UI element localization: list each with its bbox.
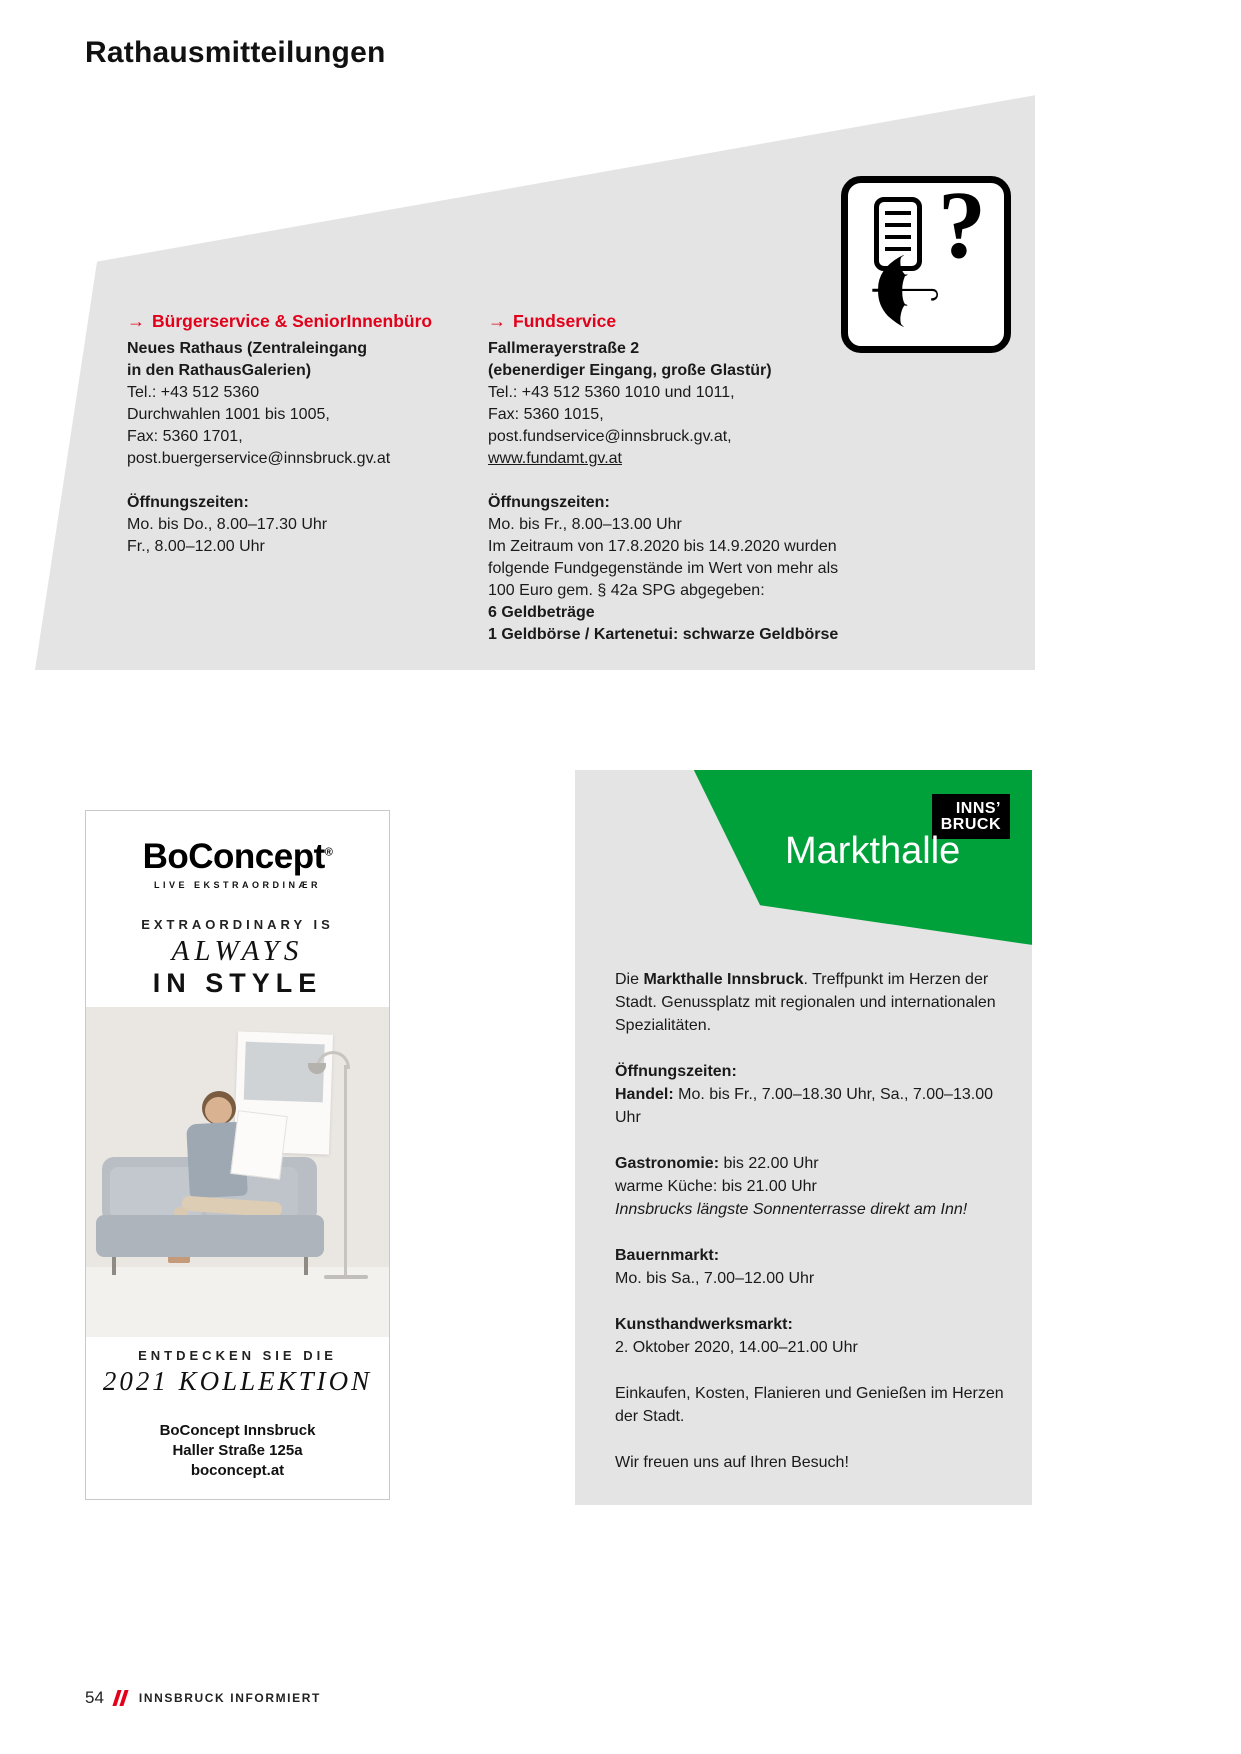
innsbruck-brand-line: INNS’ <box>955 800 1001 817</box>
sofa-leg <box>304 1257 308 1275</box>
gastronomie-paragraph <box>615 1152 1020 1221</box>
sofa-seat <box>96 1215 324 1257</box>
question-mark-icon: ? <box>938 171 986 278</box>
ad-address-block <box>86 1421 389 1481</box>
phone-line: Tel.: +43 512 5360 <box>127 384 260 401</box>
advertisement-boconcept <box>85 810 390 1500</box>
phone-screen-line <box>885 211 911 215</box>
notice-fundservice <box>488 310 848 646</box>
person-held-card <box>230 1110 287 1180</box>
gastro-label: Gastronomie: <box>615 1155 720 1172</box>
phone-line: Tel.: +43 512 5360 1010 und 1011, <box>488 384 735 401</box>
found-note-line: 100 Euro gem. § 42a SPG abgegeben: <box>488 582 765 599</box>
spacer <box>488 470 848 492</box>
intro-paragraph <box>615 968 1020 1037</box>
email-line: post.fundservice@innsbruck.gv.at, <box>488 428 732 445</box>
bauernmarkt-label: Bauernmarkt: <box>615 1247 720 1264</box>
spacer <box>127 470 487 492</box>
markthalle-text <box>615 968 1020 1497</box>
address-line: in den RathausGalerien) <box>127 362 312 379</box>
ad-headline-line: EXTRAORDINARY IS <box>141 917 334 932</box>
ad-headline-line: IN STYLE <box>152 968 323 998</box>
ad-cta-line: 2021 KOLLEKTION <box>102 1366 373 1396</box>
found-note-line: folgende Fundgegenstände im Wert von mehr als <box>488 560 839 577</box>
hours-line: Mo. bis Do., 8.00–17.30 Uhr <box>127 516 328 533</box>
intro-text: . Treffpunkt im Herzen der Stadt. Genussplatz mit regionalen und internationalen Spezialitäten. <box>615 971 996 1034</box>
boconcept-logo-text: BoConcept <box>142 837 325 876</box>
hours-label: Öffnungszeiten: <box>488 494 610 511</box>
phone-screen-line <box>885 223 911 227</box>
arrow-right-icon: → <box>488 311 506 331</box>
hours-label: Öffnungszeiten: <box>127 494 249 511</box>
registered-mark: ® <box>324 846 333 859</box>
sofa-leg <box>112 1257 116 1275</box>
notice-title: Bürgerservice & SeniorInnenbüro <box>152 311 433 331</box>
notice-heading <box>127 310 487 332</box>
address-line: Fallmerayerstraße 2 <box>488 340 640 357</box>
boconcept-logo <box>86 837 389 877</box>
handel-line <box>615 1083 1020 1129</box>
page-number: 54 <box>85 1688 104 1707</box>
umbrella-icon: ☂ <box>858 250 958 332</box>
ad-tagline: LIVE EKSTRAORDINÆR <box>153 880 321 890</box>
arrow-right-icon: → <box>127 311 145 331</box>
page-title: Rathausmitteilungen <box>85 36 386 69</box>
handel-label: Handel: <box>615 1086 674 1103</box>
found-note-line: Im Zeitraum von 17.8.2020 bis 14.9.2020 wurden <box>488 538 837 555</box>
ad-photo <box>86 1007 389 1337</box>
hours-paragraph <box>615 1060 1020 1129</box>
magazine-slash-icon <box>114 1690 129 1706</box>
address-line: (ebenerdiger Eingang, große Glastür) <box>488 362 772 379</box>
fax-line: Fax: 5360 1701, <box>127 428 243 445</box>
advertisement-markthalle <box>575 770 1032 1505</box>
magazine-name: INNSBRUCK INFORMIERT <box>138 1691 321 1705</box>
found-item-line: 6 Geldbeträge <box>488 604 595 621</box>
hours-line: Fr., 8.00–12.00 Uhr <box>127 538 265 555</box>
website-link[interactable]: www.fundamt.gv.at <box>488 450 622 467</box>
page-footer <box>85 1688 321 1708</box>
innsbruck-brand-line: BRUCK <box>940 816 1001 833</box>
notice-heading <box>488 310 848 332</box>
address-line: Neues Rathaus (Zentraleingang <box>127 340 368 357</box>
floor-lamp-base <box>324 1275 368 1279</box>
ad-headline-line: ALWAYS <box>171 935 304 967</box>
markthalle-title: Markthalle <box>785 830 961 872</box>
closing-paragraph: Wir freuen uns auf Ihren Besuch! <box>615 1454 849 1471</box>
handel-value: Mo. bis Fr., 7.00–18.30 Uhr, Sa., 7.00–13.00 Uhr <box>615 1086 993 1126</box>
kunsthandwerk-label: Kunsthandwerksmarkt: <box>615 1316 793 1333</box>
person-head <box>205 1097 232 1124</box>
intro-text: Die <box>615 971 644 988</box>
notice-buergerservice <box>127 310 487 558</box>
intro-bold-text: Markthalle Innsbruck <box>643 971 804 988</box>
ad-store-name: BoConcept Innsbruck <box>159 1422 316 1439</box>
floor-lamp-pole <box>344 1065 347 1277</box>
phone-screen-line <box>885 235 911 239</box>
bauernmarkt-paragraph <box>615 1244 1020 1290</box>
kunsthandwerk-value: 2. Oktober 2020, 14.00–21.00 Uhr <box>615 1339 858 1356</box>
lost-and-found-icon <box>841 171 1011 353</box>
hours-label: Öffnungszeiten: <box>615 1063 737 1080</box>
ad-website-link[interactable]: boconcept.at <box>190 1462 285 1479</box>
found-item-line: 1 Geldbörse / Kartenetui: schwarze Geldbörse <box>488 626 839 643</box>
kunsthandwerk-paragraph <box>615 1313 1020 1359</box>
email-line: post.buergerservice@innsbruck.gv.at <box>127 450 391 467</box>
gastro-value: bis 22.00 Uhr <box>719 1155 819 1172</box>
gastro-line <box>615 1152 1020 1175</box>
ad-cta-line: ENTDECKEN SIE DIE <box>138 1348 337 1363</box>
outro-paragraph: Einkaufen, Kosten, Flanieren und Genießen im Herzen der Stadt. <box>615 1385 1004 1425</box>
kueche-line: warme Küche: bis 21.00 Uhr <box>615 1178 817 1195</box>
fax-line: Fax: 5360 1015, <box>488 406 604 423</box>
hours-line: Mo. bis Fr., 8.00–13.00 Uhr <box>488 516 682 533</box>
terrasse-line: Innsbrucks längste Sonnenterrasse direkt am Inn! <box>615 1201 968 1218</box>
dial-line: Durchwahlen 1001 bis 1005, <box>127 406 330 423</box>
ad-store-street: Haller Straße 125a <box>172 1442 303 1459</box>
notice-title: Fundservice <box>513 311 617 331</box>
bauernmarkt-value: Mo. bis Sa., 7.00–12.00 Uhr <box>615 1270 815 1287</box>
